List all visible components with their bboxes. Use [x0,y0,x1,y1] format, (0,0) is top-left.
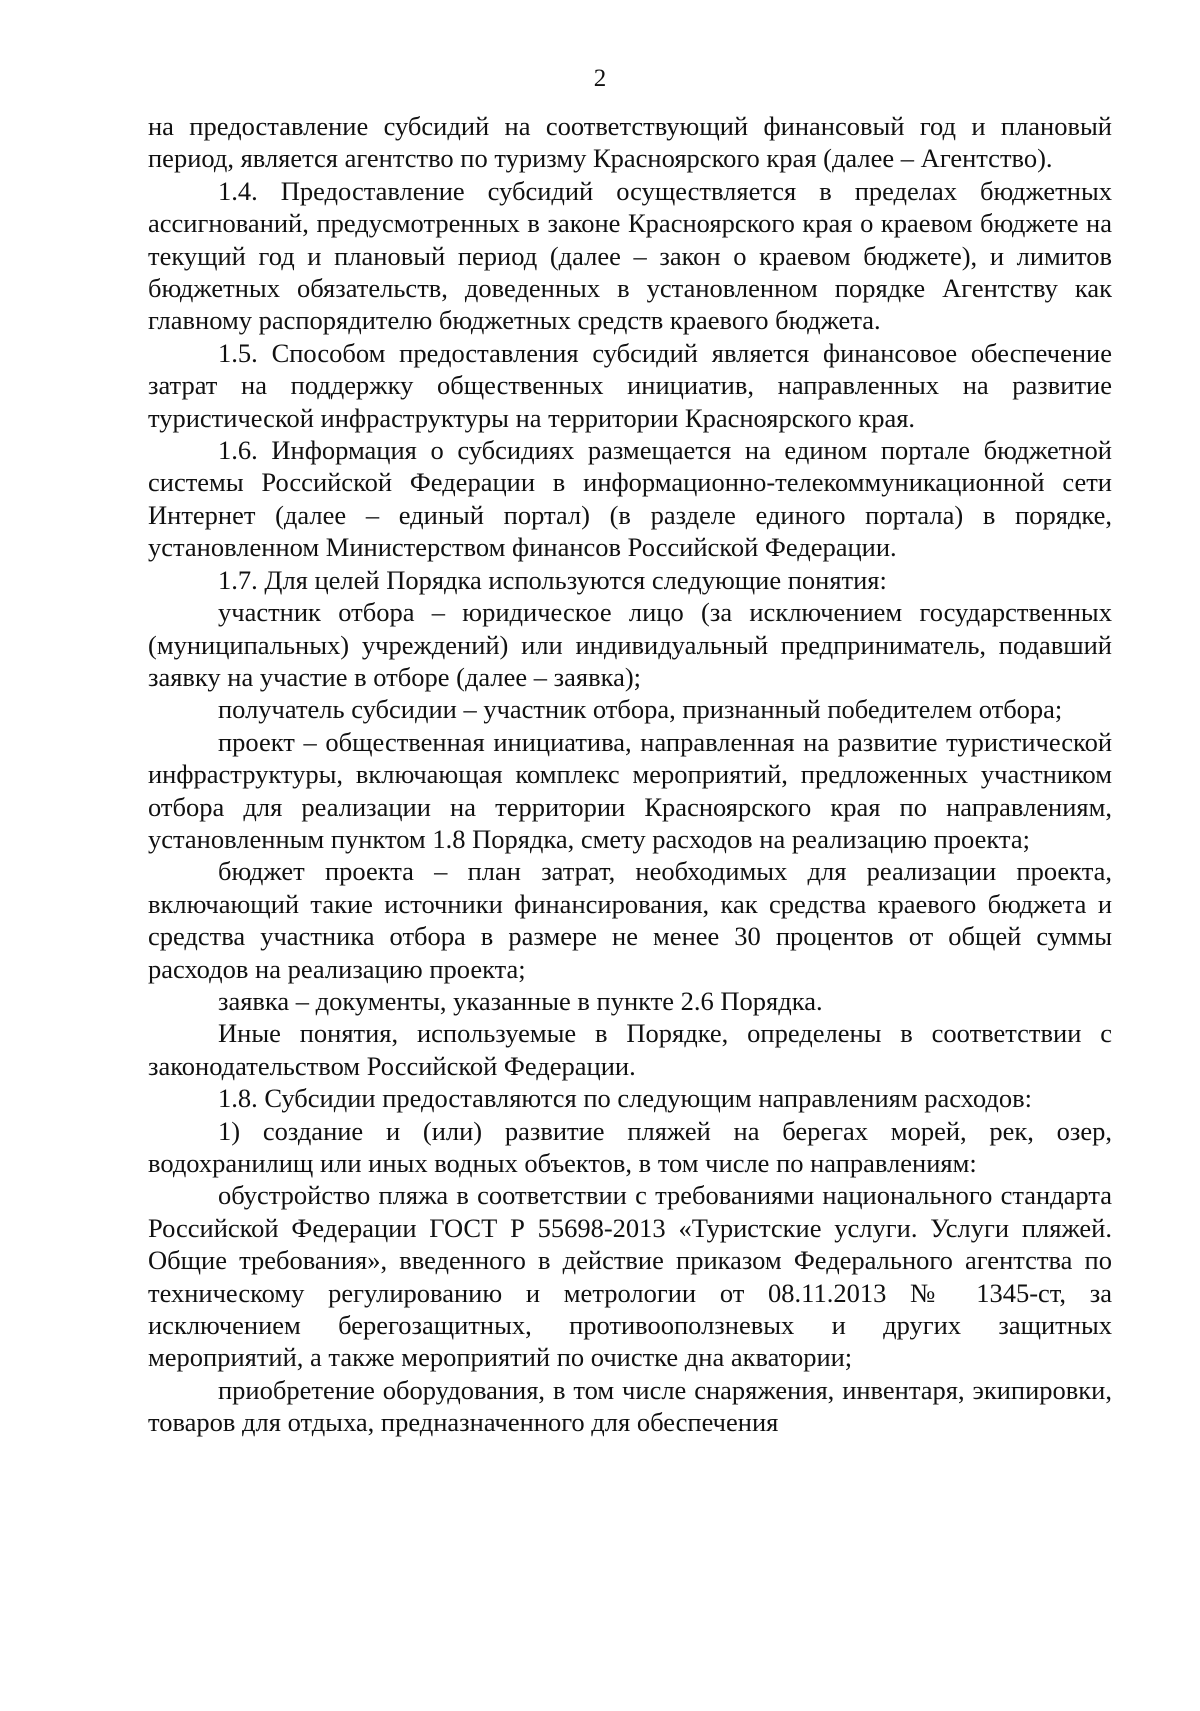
document-body [148,110,1112,1439]
paragraph-1-7: 1.7. Для целей Порядка используются следующие понятия: [218,564,887,595]
paragraph-intro-continuation: на предоставление субсидий на соответствующий финансовый год и плановый период, является агентство по туризму Красноярского края (далее – Агентство). [148,111,1112,174]
subitem-equipment-purchase: приобретение оборудования, в том числе снаряжения, инвентаря, экипировки, товаров для отдыха, предназначенного для обеспечения [148,1374,1112,1438]
definition-participant: участник отбора – юридическое лицо (за исключением государственных (муниципальных) учреждений) или индивидуальный предприниматель, подавший заявку на участие в отборе (далее – заявка); [148,597,1112,692]
paragraph-other-terms: Иные понятия, используемые в Порядке, определены в соответствии с законодательством Российской Федерации. [148,1018,1112,1081]
paragraph-1-6: 1.6. Информация о субсидиях размещается на едином портале бюджетной системы Российской Федерации в информационно-телекоммуникационной сети Интернет (далее – единый портал) (в разделе единого портала) в порядке, установленном Министерством финансов Российской Федерации. [148,435,1112,563]
paragraph-1-8: 1.8. Субсидии предоставляются по следующим направлениям расходов: [218,1083,1032,1114]
definition-application: заявка – документы, указанные в пункте 2.6 Порядка. [218,985,823,1016]
page-number: 2 [593,65,607,92]
definition-recipient: получатель субсидии – участник отбора, признанный победителем отбора; [218,694,1063,725]
list-item-1-beaches: 1) создание и (или) развитие пляжей на берегах морей, рек, озер, водохранилищ или иных водных объектов, в том числе по направлениям: [148,1115,1112,1178]
definition-project: проект – общественная инициатива, направленная на развитие туристической инфраструктуры, включающая комплекс мероприятий, предложенных участником отбора для реализации на территории Красноярского края по направлениям, установленным пунктом 1.8 Порядка, смету расходов на реализацию проекта; [148,726,1112,854]
definition-project-budget: бюджет проекта – план затрат, необходимых для реализации проекта, включающий такие источники финансирования, как средства краевого бюджета и средства участника отбора в размере не менее 30 процентов от общей суммы расходов на реализацию проекта; [148,856,1112,984]
paragraph-1-5: 1.5. Способом предоставления субсидий является финансовое обеспечение затрат на поддержку общественных инициатив, направленных на развитие туристической инфраструктуры на территории Красноярского края. [148,337,1112,433]
subitem-beach-arrangement: обустройство пляжа в соответствии с требованиями национального стандарта Российской Федерации ГОСТ Р 55698-2013 «Туристские услуги. Услуги пляжей. Общие требования», введенного в действие приказом Федерального агентства по техническому регулированию и метрологии от 08.11.2013 № 1345-ст, за исключением берегозащитных, противооползневых и других защитных мероприятий, а также мероприятий по очистке дна акватории; [148,1180,1112,1373]
paragraph-1-4: 1.4. Предоставление субсидий осуществляется в пределах бюджетных ассигнований, предусмотренных в законе Красноярского края о краевом бюджете на текущий год и плановый период (далее – закон о краевом бюджете), и лимитов бюджетных обязательств, доведенных в установленном порядке Агентству как главному распорядителю бюджетных средств краевого бюджета. [148,175,1112,336]
